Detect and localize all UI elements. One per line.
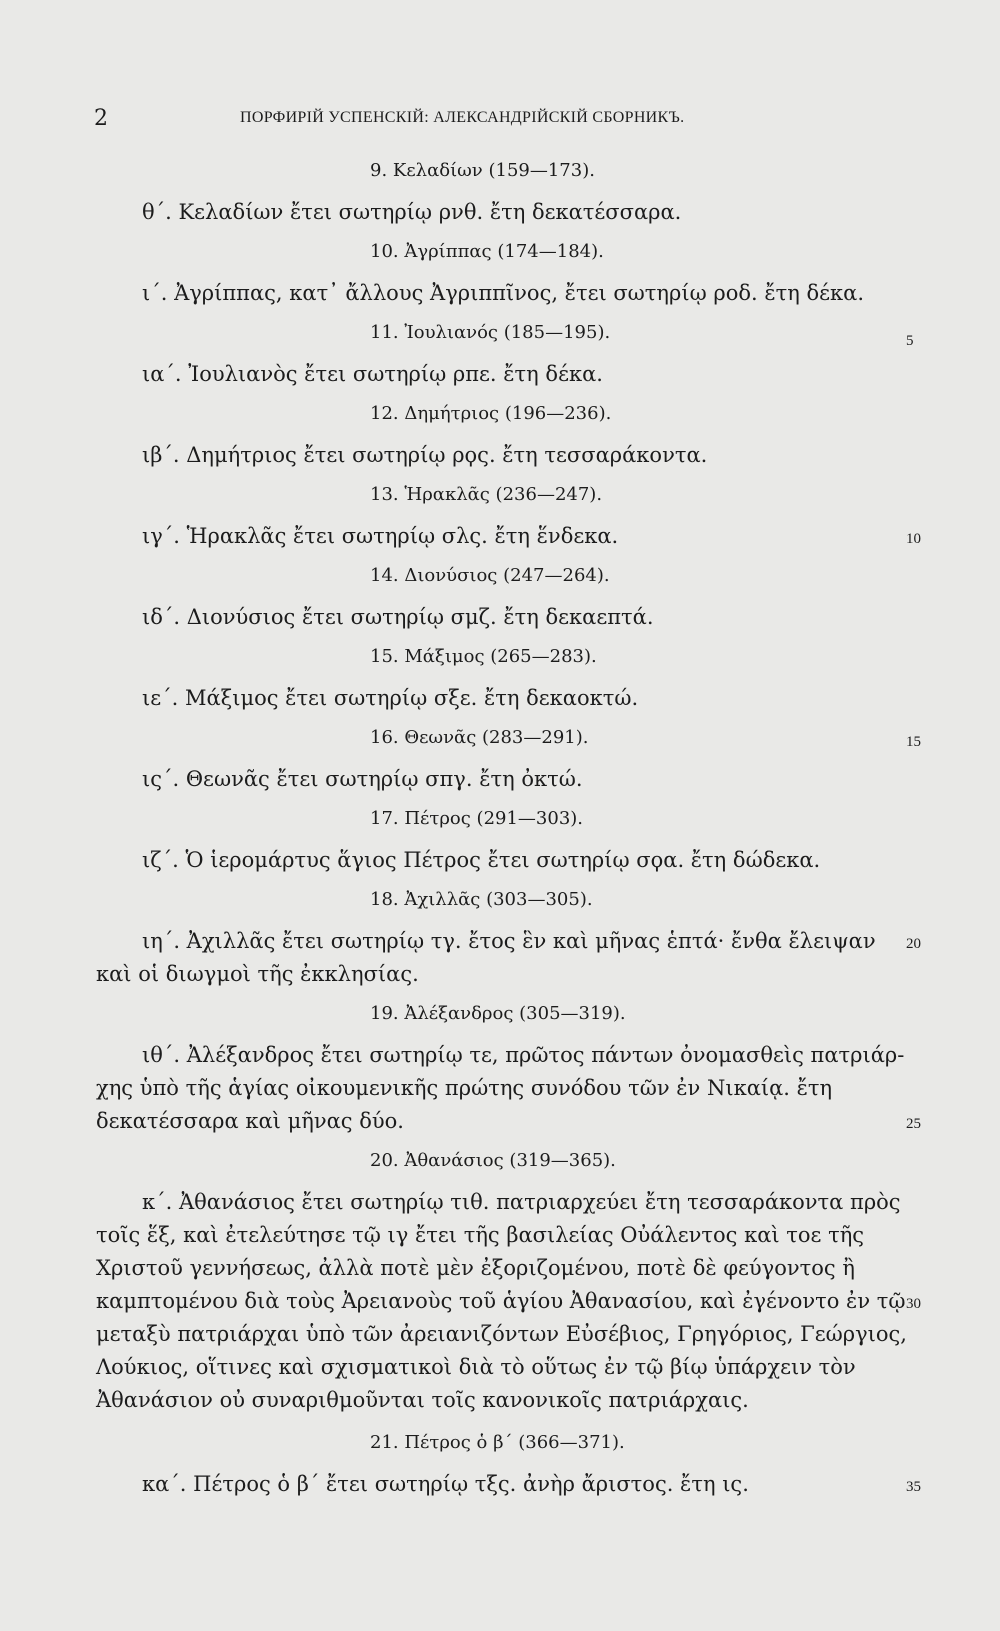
entry-heading: 17. Πέτρος (291—303). [370,808,584,829]
entry-text: ι΄. Ἀγρίππας, κατ᾿ ἄλλους Ἀγριππῖνος, ἔτει σωτηρίῳ ροδ. ἔτη δέκα. [142,281,865,305]
entry-text: καμπτομένου διὰ τοὺς Ἀρειανοὺς τοῦ ἁγίου Ἀθανασίου, καὶ ἐγένοντο ἐν τῷ [96,1289,906,1313]
entry-text: Λούκιος, οἵτινες καὶ σχισματικοὶ διὰ τὸ οὕτως ἐν τῷ βίῳ ὑπάρχειν τὸν [96,1355,856,1379]
line-number: 35 [906,1479,921,1495]
entry-text: Ἀθανάσιον οὐ συναριθμοῦνται τοῖς κανονικοῖς πατριάρχαις. [96,1388,749,1412]
entry-text: ιγ΄. Ἡρακλᾶς ἔτει σωτηρίῳ σλς. ἔτη ἕνδεκα. [142,524,619,548]
entry-heading: 10. Ἀγρίππας (174—184). [370,241,604,262]
entry-heading: 12. Δημήτριος (196—236). [370,403,612,424]
entry-heading: 18. Ἀχιλλᾶς (303—305). [370,889,593,910]
line-number: 10 [906,531,921,547]
entry-heading: 21. Πέτρος ὁ β΄ (366—371). [370,1432,625,1453]
page-number: 2 [94,106,108,131]
entry-text: ιη΄. Ἀχιλλᾶς ἔτει σωτηρίῳ τγ. ἔτος ἓν καὶ μῆνας ἑπτά· ἔνθα ἔλειψαν [142,929,876,953]
entry-heading: 9. Κελαδίων (159—173). [370,160,595,181]
entry-text: ιβ΄. Δημήτριος ἔτει σωτηρίῳ ρϙς. ἔτη τεσσαράκοντα. [142,443,708,467]
entry-text: κα΄. Πέτρος ὁ β΄ ἔτει σωτηρίῳ τξς. ἀνὴρ ἄριστος. ἔτη ις. [142,1472,749,1496]
running-head: ПОРФИРІЙ УСПЕНСКІЙ: АЛЕКСАНДРІЙСКІЙ СБОРНИКЪ. [240,109,685,126]
entry-text: Χριστοῦ γεννήσεως, ἀλλὰ ποτὲ μὲν ἐξοριζομένου, ποτὲ δὲ φεύγοντος ἢ [96,1256,855,1280]
line-number: 5 [906,333,914,349]
line-number: 30 [906,1296,921,1312]
entry-text: ιδ΄. Διονύσιος ἔτει σωτηρίῳ σμζ. ἔτη δεκαεπτά. [142,605,654,629]
entry-text: ιζ΄. Ὁ ἱερομάρτυς ἅγιος Πέτρος ἔτει σωτηρίῳ σϙα. ἔτη δώδεκα. [142,848,821,872]
entry-text: χης ὑπὸ τῆς ἁγίας οἰκουμενικῆς πρώτης συνόδου τῶν ἐν Νικαίᾳ. ἔτη [96,1076,833,1100]
entry-text: καὶ οἱ διωγμοὶ τῆς ἐκκλησίας. [96,962,419,986]
entry-text: μεταξὺ πατριάρχαι ὑπὸ τῶν ἀρειανιζόντων Εὐσέβιος, Γρηγόριος, Γεώργιος, [96,1322,907,1346]
line-number: 25 [906,1116,921,1132]
entry-text: ις΄. Θεωνᾶς ἔτει σωτηρίῳ σπγ. ἔτη ὀκτώ. [142,767,583,791]
entry-text: θ΄. Κελαδίων ἔτει σωτηρίῳ ρνθ. ἔτη δεκατέσσαρα. [142,200,682,224]
entry-heading: 16. Θεωνᾶς (283—291). [370,727,589,748]
entry-text: ιθ΄. Ἀλέξανδρος ἔτει σωτηρίῳ τε, πρῶτος πάντων ὀνομασθεὶς πατριάρ- [142,1043,905,1067]
entry-text: τοῖς ἕξ, καὶ ἐτελεύτησε τῷ ιγ ἔτει τῆς βασιλείας Οὐάλεντος καὶ τοε τῆς [96,1223,865,1247]
entry-heading: 20. Ἀθανάσιος (319—365). [370,1150,616,1171]
entry-heading: 19. Ἀλέξανδρος (305—319). [370,1003,626,1024]
entry-text: δεκατέσσαρα καὶ μῆνας δύο. [96,1109,404,1133]
line-number: 15 [906,734,921,750]
entry-heading: 13. Ἡρακλᾶς (236—247). [370,484,603,505]
entry-heading: 15. Μάξιμος (265—283). [370,646,597,667]
entry-heading: 14. Διονύσιος (247—264). [370,565,610,586]
line-number: 20 [906,936,921,952]
entry-heading: 11. Ἰουλιανός (185—195). [370,322,611,343]
entry-text: κ΄. Ἀθανάσιος ἔτει σωτηρίῳ τιθ. πατριαρχεύει ἔτη τεσσαράκοντα πρὸς [142,1190,901,1214]
entry-text: ιε΄. Μάξιμος ἔτει σωτηρίῳ σξε. ἔτη δεκαοκτώ. [142,686,639,710]
entry-text: ια΄. Ἰουλιανὸς ἔτει σωτηρίῳ ρπε. ἔτη δέκα. [142,362,603,386]
